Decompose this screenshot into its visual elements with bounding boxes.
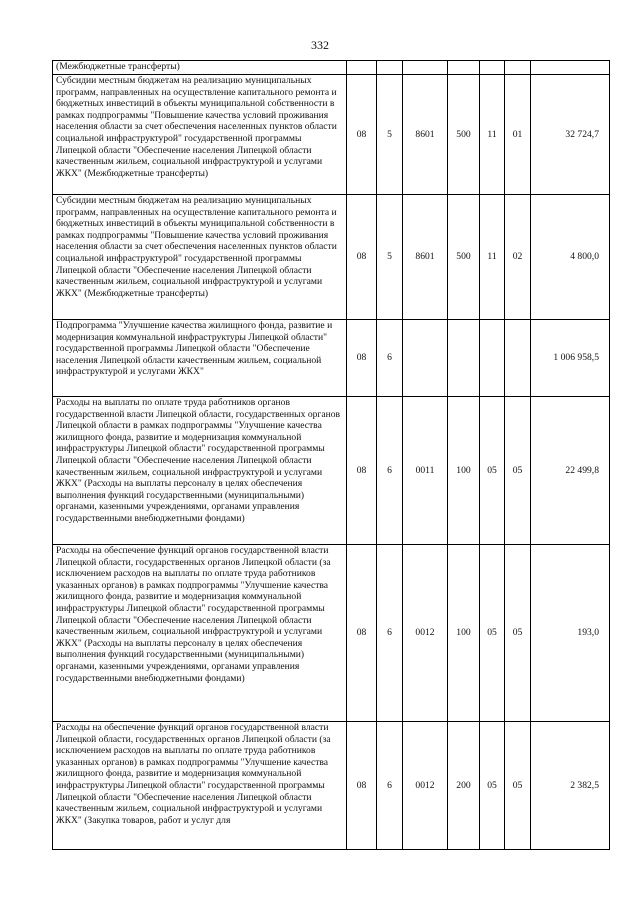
table-row [53, 545, 610, 722]
code-group: 05 [480, 397, 505, 545]
code-expense-type: 500 [448, 195, 480, 320]
code-group [480, 61, 505, 75]
code-item: 0012 [403, 722, 448, 850]
amount-cell [531, 61, 610, 75]
code-group: 05 [480, 545, 505, 722]
row-description: (Межбюджетные трансферты) [53, 61, 347, 75]
code-section: 08 [347, 545, 377, 722]
code-subgroup [505, 320, 531, 397]
page-number: 332 [311, 38, 329, 52]
code-subprogram: 6 [377, 320, 403, 397]
code-expense-type [448, 320, 480, 397]
code-subprogram: 5 [377, 195, 403, 320]
code-subprogram: 6 [377, 545, 403, 722]
table-row [53, 397, 610, 545]
amount-cell: 2 382,5 [531, 722, 610, 850]
code-expense-type: 200 [448, 722, 480, 850]
code-subgroup: 05 [505, 545, 531, 722]
code-subprogram: 6 [377, 397, 403, 545]
code-section: 08 [347, 397, 377, 545]
code-item: 8601 [403, 75, 448, 195]
code-subprogram: 6 [377, 722, 403, 850]
code-item [403, 320, 448, 397]
table-row [53, 195, 610, 320]
code-section: 08 [347, 75, 377, 195]
row-description: Расходы на обеспечение функций органов государственной власти Липецкой области, государственных органов Липецкой области (за исключением расходов на выплаты по оплате труда работников указанных органов) в рамках подпрограммы "Улучшение качества жилищного фонда, развитие и модернизация коммунальной инфраструктуры Липецкой области" государственной программы Липецкой области "Обеспечение населения Липецкой области качественным жильем, социальной инфраструктурой и услугами ЖКХ" (Расходы на выплаты персоналу в целях обеспечения выполнения функций государственными (муниципальными) органами, казенными учреждениями, органами управления государственными внебюджетными фондами) [53, 545, 347, 722]
code-section: 08 [347, 320, 377, 397]
row-description: Субсидии местным бюджетам на реализацию муниципальных программ, направленных на осуществление капитального ремонта и бюджетных инвестиций в объекты муниципальной собственности в рамках подпрограммы "Повышение качества условий проживания населения области за счет обеспечения населенных пунктов области социальной инфраструктурой" государственной программы Липецкой области "Обеспечение населения Липецкой области качественным жильем, социальной инфраструктурой и услугами ЖКХ" (Межбюджетные трансферты) [53, 75, 347, 195]
code-expense-type [448, 61, 480, 75]
code-subprogram [377, 61, 403, 75]
code-subgroup: 01 [505, 75, 531, 195]
table-row [53, 320, 610, 397]
code-item: 0011 [403, 397, 448, 545]
code-expense-type: 100 [448, 397, 480, 545]
code-section: 08 [347, 195, 377, 320]
table-row [53, 722, 610, 850]
code-subgroup [505, 61, 531, 75]
code-item: 8601 [403, 195, 448, 320]
code-group: 11 [480, 75, 505, 195]
row-description: Субсидии местным бюджетам на реализацию муниципальных программ, направленных на осуществление капитального ремонта и бюджетных инвестиций в объекты муниципальной собственности в рамках подпрограммы "Повышение качества условий проживания населения области за счет обеспечения населенных пунктов области социальной инфраструктурой" государственной программы Липецкой области "Обеспечение населения Липецкой области качественным жильем, социальной инфраструктурой и услугами ЖКХ" (Межбюджетные трансферты) [53, 195, 347, 320]
code-subprogram: 5 [377, 75, 403, 195]
table-row [53, 61, 610, 75]
code-section: 08 [347, 722, 377, 850]
code-expense-type: 100 [448, 545, 480, 722]
code-group: 05 [480, 722, 505, 850]
amount-cell: 4 800,0 [531, 195, 610, 320]
code-item [403, 61, 448, 75]
code-subgroup: 05 [505, 397, 531, 545]
code-subgroup: 05 [505, 722, 531, 850]
code-section [347, 61, 377, 75]
row-description: Расходы на обеспечение функций органов государственной власти Липецкой области, государственных органов Липецкой области (за исключением расходов на выплаты по оплате труда работников указанных органов) в рамках подпрограммы "Улучшение качества жилищного фонда, развитие и модернизация коммунальной инфраструктуры Липецкой области" государственной программы Липецкой области "Обеспечение населения Липецкой области качественным жильем, социальной инфраструктурой и услугами ЖКХ" (Закупка товаров, работ и услуг для [53, 722, 347, 850]
amount-cell: 32 724,7 [531, 75, 610, 195]
amount-cell: 193,0 [531, 545, 610, 722]
code-subgroup: 02 [505, 195, 531, 320]
row-description: Подпрограмма "Улучшение качества жилищного фонда, развитие и модернизация коммунальной инфраструктуры Липецкой области" государственной программы Липецкой области "Обеспечение населения Липецкой области качественным жильем, социальной инфраструктурой и услугами ЖКХ" [53, 320, 347, 397]
amount-cell: 22 499,8 [531, 397, 610, 545]
budget-table [52, 60, 610, 850]
amount-cell: 1 006 958,5 [531, 320, 610, 397]
row-description: Расходы на выплаты по оплате труда работников органов государственной власти Липецкой области, государственных органов Липецкой области в рамках подпрограммы "Улучшение качества жилищного фонда, развитие и модернизация коммунальной инфраструктуры Липецкой области" государственной программы Липецкой области "Обеспечение населения Липецкой области качественным жильем, социальной инфраструктурой и услугами ЖКХ" (Расходы на выплаты персоналу в целях обеспечения выполнения функций государственными (муниципальными) органами, казенными учреждениями, органами управления государственными внебюджетными фондами) [53, 397, 347, 545]
code-group: 11 [480, 195, 505, 320]
code-expense-type: 500 [448, 75, 480, 195]
code-item: 0012 [403, 545, 448, 722]
code-group [480, 320, 505, 397]
table-row [53, 75, 610, 195]
